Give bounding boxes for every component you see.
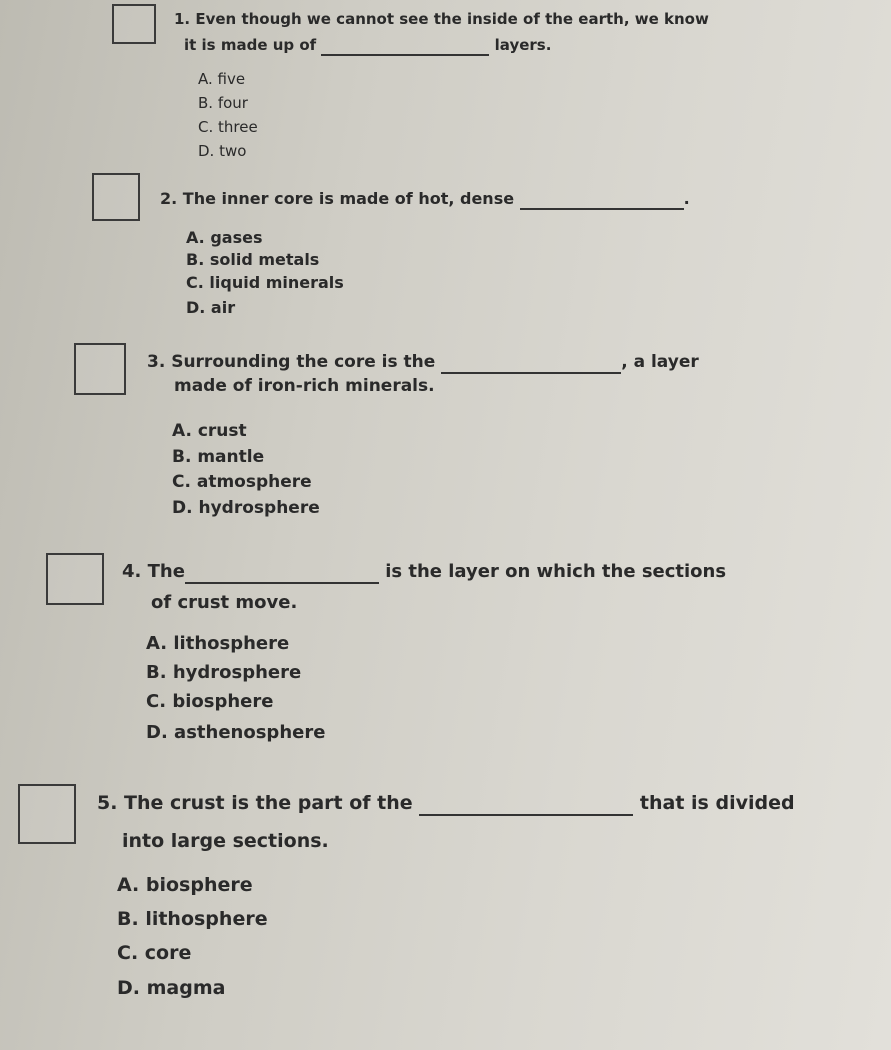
question-5-stem-line-2: into large sections. [122,830,329,852]
question-2-option-c[interactable]: C. liquid minerals [186,273,344,292]
question-1-option-a[interactable]: A. five [198,70,246,88]
question-3-stem [147,352,699,374]
question-5-stem [97,792,795,816]
question-5-stem-start: 5. The crust is the part of the [97,792,413,814]
question-3-option-c[interactable]: C. atmosphere [172,472,312,492]
question-4-option-b[interactable]: B. hydrosphere [146,662,302,683]
question-5-option-c[interactable]: C. core [117,942,192,964]
question-1-blank[interactable] [321,36,489,56]
answer-box-1[interactable] [112,4,156,44]
question-3-option-b[interactable]: B. mantle [172,447,265,467]
question-2-stem [160,189,690,210]
answer-box-5[interactable] [18,784,76,844]
question-3-option-d[interactable]: D. hydrosphere [172,498,320,518]
question-2-stem-start: 2. The inner core is made of hot, dense [160,189,515,208]
question-1-stem-line-2 [184,36,551,56]
question-4-stem-start: 4. The [122,561,185,582]
question-5-blank[interactable] [419,792,633,816]
question-4-stem [122,561,726,584]
question-5-option-d[interactable]: D. magma [117,977,226,999]
question-2-blank[interactable] [520,189,684,210]
question-1-stem-line-2-end: layers. [494,36,552,54]
question-5-stem-end: that is divided [639,792,795,814]
question-4-stem-line-2: of crust move. [151,592,298,613]
question-3-stem-end: , a layer [621,352,699,372]
question-3-option-a[interactable]: A. crust [172,421,247,441]
question-5-option-b[interactable]: B. lithosphere [117,908,268,930]
question-2-option-d[interactable]: D. air [186,298,236,317]
question-4-option-d[interactable]: D. asthenosphere [146,722,326,743]
question-4-blank[interactable] [185,561,379,584]
question-2-option-b[interactable]: B. solid metals [186,250,320,269]
question-4-option-a[interactable]: A. lithosphere [146,633,290,654]
question-1-option-b[interactable]: B. four [198,94,248,112]
question-3-blank[interactable] [441,352,621,374]
question-2-stem-end: . [683,189,690,208]
answer-box-3[interactable] [74,343,126,395]
question-4-option-c[interactable]: C. biosphere [146,691,274,712]
question-4-stem-end: is the layer on which the sections [385,561,727,582]
answer-box-2[interactable] [92,173,140,221]
question-2-option-a[interactable]: A. gases [186,228,263,247]
question-3-stem-start: 3. Surrounding the core is the [147,352,436,372]
question-1-stem: 1. Even though we cannot see the inside of the earth, we know [174,10,709,28]
answer-box-4[interactable] [46,553,104,605]
question-1-option-d[interactable]: D. two [198,142,247,160]
question-1-stem-line-2-start: it is made up of [184,36,317,54]
question-1-option-c[interactable]: C. three [198,118,258,136]
question-5-option-a[interactable]: A. biosphere [117,874,253,896]
question-3-stem-line-2: made of iron-rich minerals. [174,376,435,396]
